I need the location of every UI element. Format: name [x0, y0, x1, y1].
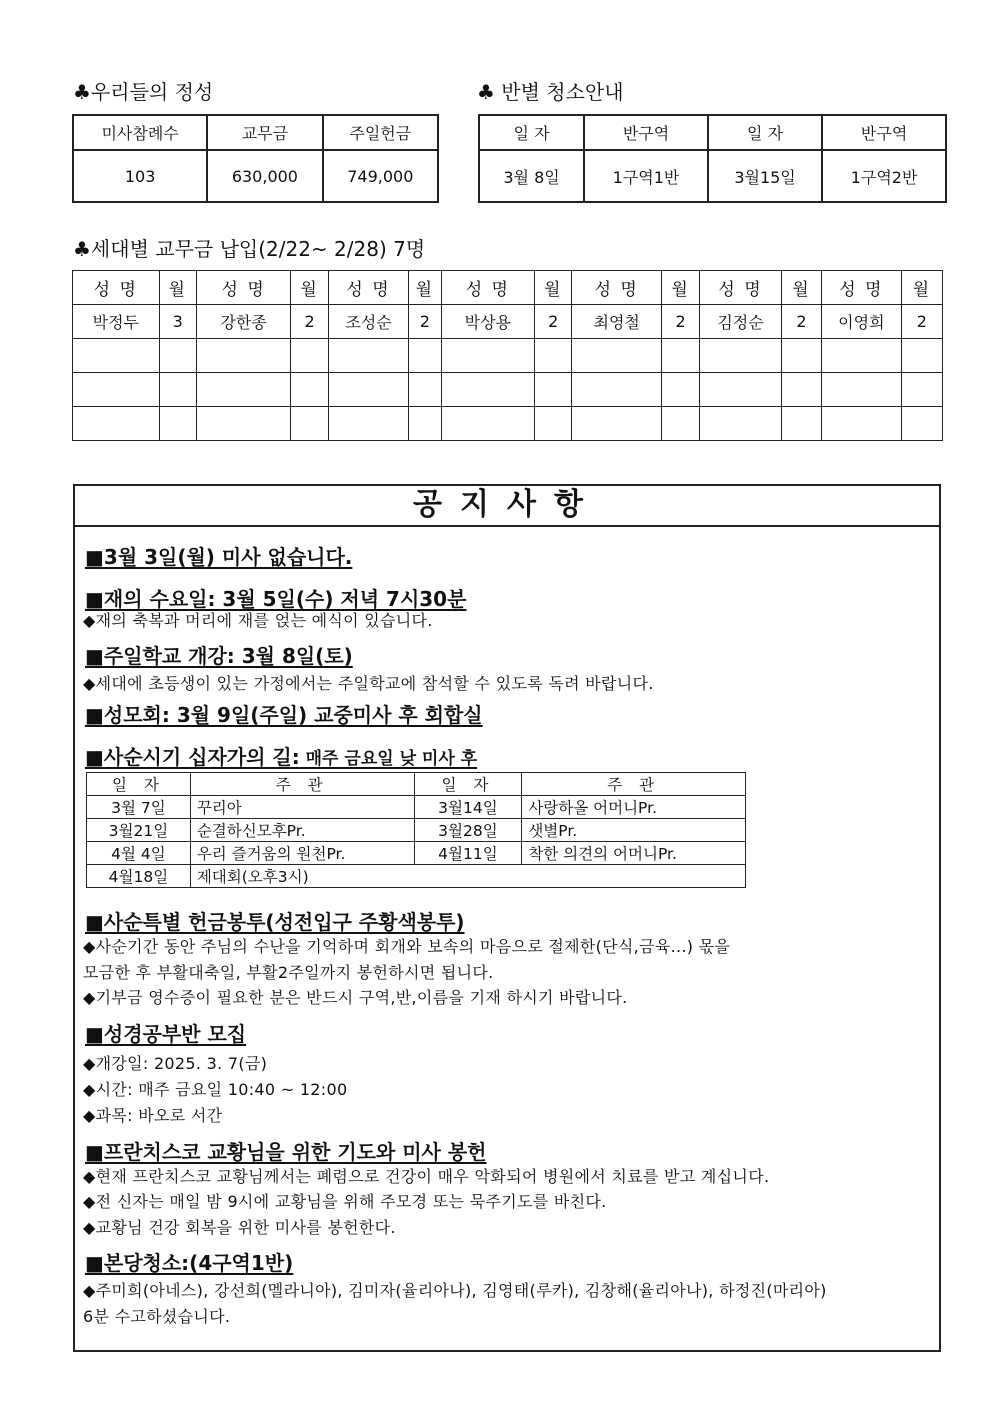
- offering-value: 749,000: [323, 150, 438, 202]
- stations-host: 착한 의견의 어머니Pr.: [522, 842, 746, 865]
- dues-name: 최영철: [572, 305, 662, 339]
- cleaning-value: 1구역1반: [584, 150, 708, 202]
- stations-date: 3월 7일: [87, 796, 191, 819]
- stations-header: 일 자: [87, 773, 191, 796]
- offering-title: ♣우리들의 정성: [73, 80, 214, 104]
- notice-line: ◆과목: 바오로 서간: [83, 1106, 223, 1125]
- cleaning-table: [478, 114, 947, 203]
- offering-table: [72, 114, 439, 203]
- dues-title: ♣세대별 교무금 납입(2/22~ 2/28) 7명: [73, 237, 426, 261]
- offering-value: 630,000: [207, 150, 322, 202]
- notice-heading: ■프란치스코 교황님을 위한 기도와 미사 봉헌: [85, 1140, 487, 1164]
- dues-header-name: 성 명: [441, 271, 535, 305]
- notice-heading: ■재의 수요일: 3월 5일(수) 저녁 7시30분: [85, 587, 467, 611]
- notice-line: ◆시간: 매주 금요일 10:40 ~ 12:00: [83, 1080, 348, 1099]
- dues-name: 박정두: [73, 305, 160, 339]
- stations-header: 일 자: [414, 773, 522, 796]
- notice-line: 모금한 후 부활대축일, 부활2주일까지 봉헌하시면 됩니다.: [83, 963, 494, 982]
- notice-line: 6분 수고하셨습니다.: [83, 1307, 231, 1326]
- stations-date: 3월28일: [414, 819, 522, 842]
- cleaning-value: 3월15일: [708, 150, 822, 202]
- stations-header: 주 관: [522, 773, 746, 796]
- dues-month: 2: [291, 305, 328, 339]
- dues-header-month: 월: [901, 271, 942, 305]
- dues-name: 김정순: [700, 305, 782, 339]
- dues-header-month: 월: [159, 271, 196, 305]
- cleaning-header: 일 자: [479, 115, 584, 150]
- dues-header-name: 성 명: [328, 271, 409, 305]
- dues-header-month: 월: [662, 271, 700, 305]
- stations-host: 우리 즐거움의 원천Pr.: [190, 842, 414, 865]
- dues-month: 2: [901, 305, 942, 339]
- cleaning-value: 1구역2반: [822, 150, 946, 202]
- offering-header: 주일헌금: [323, 115, 438, 150]
- notice-line: ◆사순기간 동안 주님의 수난을 기억하며 회개와 보속의 마음으로 절제한(단식,금육...) 몫을: [83, 937, 731, 956]
- stations-host: 제대회(오후3시): [190, 865, 745, 888]
- dues-header-month: 월: [535, 271, 572, 305]
- dues-name: 이영희: [822, 305, 902, 339]
- notice-line: ◆개강일: 2025. 3. 7(금): [83, 1054, 268, 1073]
- stations-table: [86, 772, 746, 888]
- dues-header-month: 월: [781, 271, 821, 305]
- dues-month: 2: [535, 305, 572, 339]
- dues-table: [72, 270, 943, 441]
- stations-host: 꾸리아: [190, 796, 414, 819]
- dues-header-name: 성 명: [73, 271, 160, 305]
- stations-date: 3월14일: [414, 796, 522, 819]
- dues-name: 조성순: [328, 305, 409, 339]
- notice-line: ◆현재 프란치스코 교황님께서는 폐렴으로 건강이 매우 악화되어 병원에서 치료를 받고 계십니다.: [83, 1167, 770, 1186]
- offering-header: 교무금: [207, 115, 322, 150]
- dues-name: 박상용: [441, 305, 535, 339]
- stations-date: 4월18일: [87, 865, 191, 888]
- dues-month: 3: [159, 305, 196, 339]
- dues-header-month: 월: [409, 271, 441, 305]
- stations-date: 4월 4일: [87, 842, 191, 865]
- stations-host: 순결하신모후Pr.: [190, 819, 414, 842]
- dues-header-name: 성 명: [822, 271, 902, 305]
- notice-heading: ■3월 3일(월) 미사 없습니다.: [85, 545, 353, 569]
- dues-empty-row: [73, 373, 943, 407]
- dues-empty-row: [73, 407, 943, 441]
- dues-empty-row: [73, 339, 943, 373]
- dues-header-name: 성 명: [572, 271, 662, 305]
- notice-box: [73, 484, 941, 1352]
- stations-date: 3월21일: [87, 819, 191, 842]
- cleaning-header: 일 자: [708, 115, 822, 150]
- notice-title: 공지사항: [75, 486, 939, 527]
- cleaning-value: 3월 8일: [479, 150, 584, 202]
- stations-header: 주 관: [190, 773, 414, 796]
- notice-heading: ■성경공부반 모집: [85, 1022, 247, 1046]
- dues-month: 2: [781, 305, 821, 339]
- notice-line: ◆세대에 초등생이 있는 가정에서는 주일학교에 참석할 수 있도록 독려 바랍니다.: [83, 674, 654, 693]
- stations-date: 4월11일: [414, 842, 522, 865]
- notice-line: ◆교황님 건강 회복을 위한 미사를 봉헌한다.: [83, 1218, 396, 1237]
- notice-heading: ■주일학교 개강: 3월 8일(토): [85, 644, 353, 668]
- dues-month: 2: [409, 305, 441, 339]
- cleaning-header: 반구역: [584, 115, 708, 150]
- offering-header: 미사참례수: [73, 115, 207, 150]
- notice-heading: ■사순시기 십자가의 길: 매주 금요일 낮 미사 후: [85, 745, 478, 769]
- stations-host: 사랑하올 어머니Pr.: [522, 796, 746, 819]
- notice-line: ◆전 신자는 매일 밤 9시에 교황님을 위해 주모경 또는 묵주기도를 바친다.: [83, 1192, 607, 1211]
- notice-heading: ■사순특별 헌금봉투(성전입구 주황색봉투): [85, 910, 465, 934]
- offering-value: 103: [73, 150, 207, 202]
- notice-heading: ■성모회: 3월 9일(주일) 교중미사 후 회합실: [85, 703, 483, 727]
- stations-host: 샛별Pr.: [522, 819, 746, 842]
- cleaning-header: 반구역: [822, 115, 946, 150]
- notice-line: ◆주미희(아네스), 강선희(멜라니아), 김미자(율리아나), 김영태(루카), 김창해(율리아나), 하정진(마리아): [83, 1281, 827, 1300]
- dues-month: 2: [662, 305, 700, 339]
- notice-line: ◆재의 축복과 머리에 재를 얹는 예식이 있습니다.: [83, 611, 433, 630]
- notice-line: ◆기부금 영수증이 필요한 분은 반드시 구역,반,이름을 기재 하시기 바랍니다.: [83, 988, 628, 1007]
- dues-header-name: 성 명: [196, 271, 291, 305]
- dues-name: 강한종: [196, 305, 291, 339]
- cleaning-title: ♣ 반별 청소안내: [477, 80, 624, 104]
- dues-header-name: 성 명: [700, 271, 782, 305]
- dues-header-month: 월: [291, 271, 328, 305]
- notice-heading: ■본당청소:(4구역1반): [85, 1251, 294, 1275]
